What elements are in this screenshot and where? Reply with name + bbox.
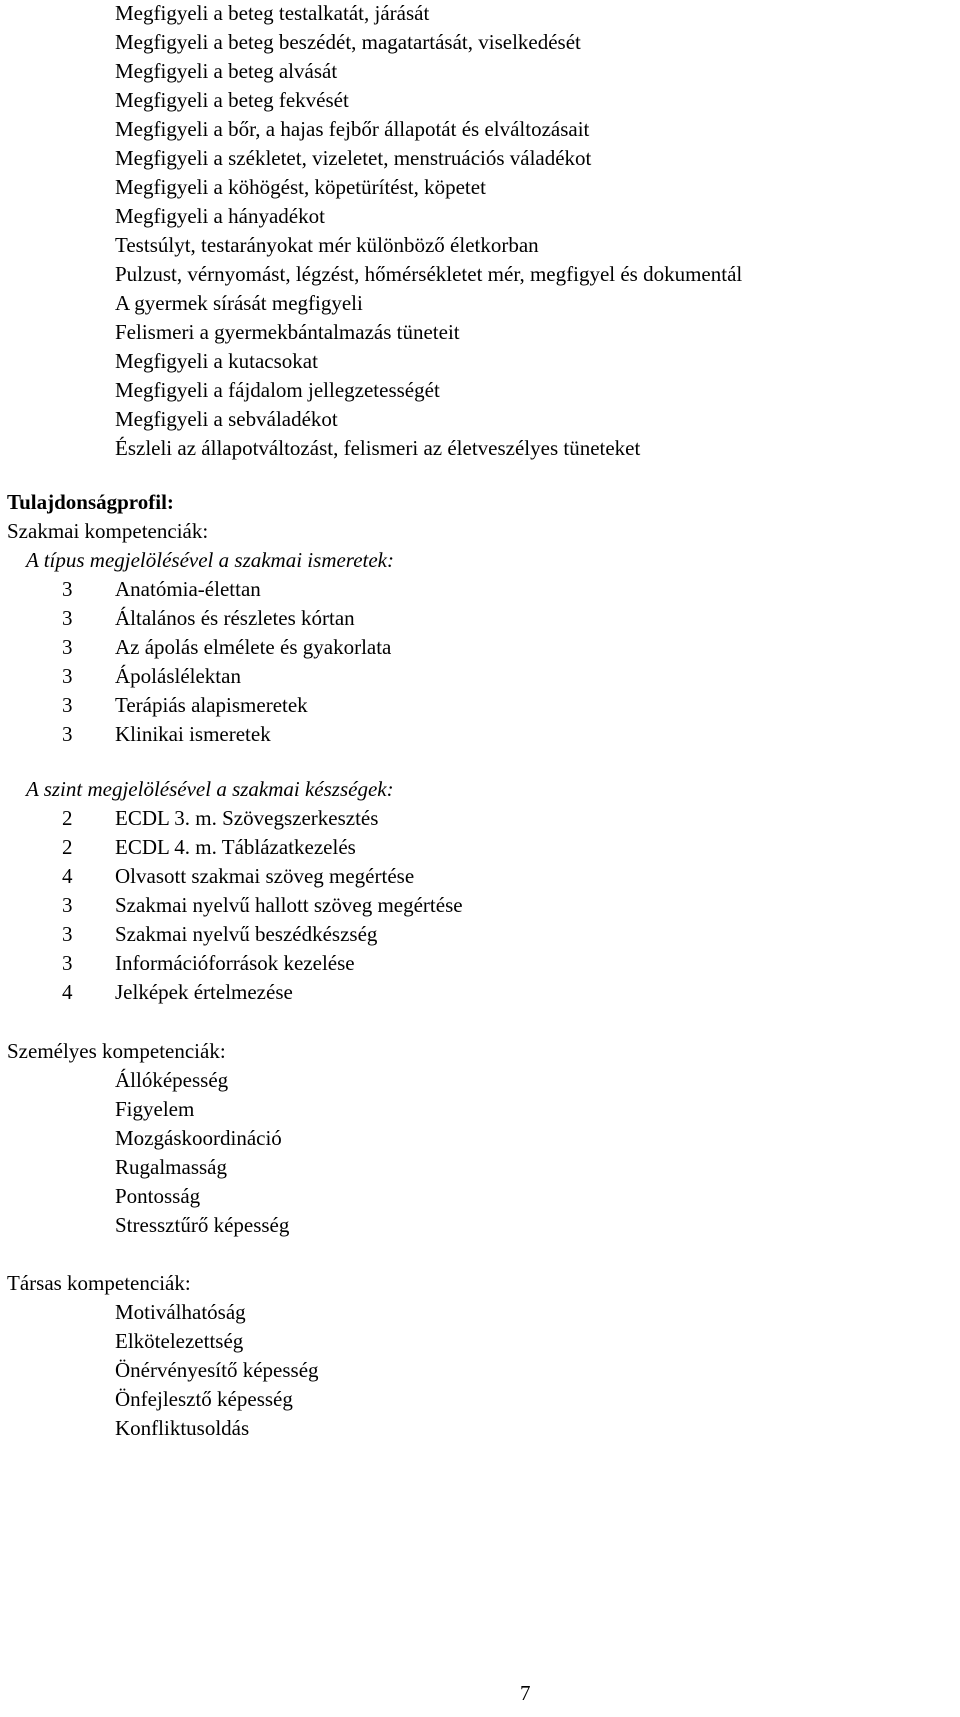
personal-trait: Mozgáskoordináció bbox=[115, 1126, 282, 1150]
knowledge-item: Általános és részletes kórtan bbox=[115, 606, 355, 630]
task-item: Megfigyeli a beteg beszédét, magatartását, viselkedését bbox=[115, 30, 581, 54]
personal-trait: Stressztűrő képesség bbox=[115, 1213, 290, 1237]
social-trait: Konfliktusoldás bbox=[115, 1416, 250, 1440]
skill-row bbox=[0, 834, 900, 860]
skill-row bbox=[0, 979, 900, 1005]
personal-competencies-label: Személyes kompetenciák: bbox=[7, 1039, 226, 1063]
level-value: 3 bbox=[62, 893, 73, 917]
level-value: 4 bbox=[62, 864, 73, 888]
knowledge-row bbox=[0, 663, 900, 689]
task-item: Megfigyeli a beteg testalkatát, járását bbox=[115, 1, 430, 25]
level-value: 3 bbox=[62, 722, 73, 746]
knowledge-row bbox=[0, 692, 900, 718]
level-value: 4 bbox=[62, 980, 73, 1004]
skill-item: Jelképek értelmezése bbox=[115, 980, 293, 1004]
skill-row bbox=[0, 805, 900, 831]
task-item: Megfigyeli a sebváladékot bbox=[115, 407, 338, 431]
skill-row bbox=[0, 921, 900, 947]
personal-trait: Figyelem bbox=[115, 1097, 195, 1121]
level-value: 3 bbox=[62, 577, 73, 601]
task-item: Megfigyeli a székletet, vizeletet, menstruációs váladékot bbox=[115, 146, 592, 170]
task-item: Megfigyeli a köhögést, köpetürítést, köpetet bbox=[115, 175, 486, 199]
skill-row bbox=[0, 950, 900, 976]
personal-trait: Pontosság bbox=[115, 1184, 201, 1208]
task-item: Megfigyeli a beteg alvását bbox=[115, 59, 338, 83]
page-number: 7 bbox=[520, 1681, 531, 1705]
knowledge-row bbox=[0, 721, 900, 747]
knowledge-item: Ápoláslélektan bbox=[115, 664, 241, 688]
skill-item: Olvasott szakmai szöveg megértése bbox=[115, 864, 415, 888]
skill-item: Szakmai nyelvű beszédkészség bbox=[115, 922, 378, 946]
level-value: 3 bbox=[62, 951, 73, 975]
knowledge-item: Terápiás alapismeretek bbox=[115, 693, 308, 717]
skills-label: A szint megjelölésével a szakmai készségek: bbox=[26, 777, 394, 801]
knowledge-row bbox=[0, 576, 900, 602]
professional-competencies-label: Szakmai kompetenciák: bbox=[7, 519, 209, 543]
knowledge-row bbox=[0, 634, 900, 660]
knowledge-item: Klinikai ismeretek bbox=[115, 722, 271, 746]
task-item: Megfigyeli a fájdalom jellegzetességét bbox=[115, 378, 440, 402]
task-item: Észleli az állapotváltozást, felismeri az életveszélyes tüneteket bbox=[115, 436, 641, 460]
personal-trait: Állóképesség bbox=[115, 1068, 229, 1092]
task-item: Felismeri a gyermekbántalmazás tüneteit bbox=[115, 320, 460, 344]
level-value: 3 bbox=[62, 606, 73, 630]
skill-item: ECDL 3. m. Szövegszerkesztés bbox=[115, 806, 379, 830]
social-trait: Elkötelezettség bbox=[115, 1329, 244, 1353]
social-trait: Motiválhatóság bbox=[115, 1300, 246, 1324]
knowledge-row bbox=[0, 605, 900, 631]
social-competencies-label: Társas kompetenciák: bbox=[7, 1271, 191, 1295]
knowledge-item: Az ápolás elmélete és gyakorlata bbox=[115, 635, 392, 659]
task-item: Pulzust, vérnyomást, légzést, hőmérsékletet mér, megfigyel és dokumentál bbox=[115, 262, 743, 286]
level-value: 3 bbox=[62, 664, 73, 688]
level-value: 3 bbox=[62, 693, 73, 717]
skill-item: Szakmai nyelvű hallott szöveg megértése bbox=[115, 893, 463, 917]
level-value: 2 bbox=[62, 806, 73, 830]
task-item: Megfigyeli a kutacsokat bbox=[115, 349, 318, 373]
level-value: 2 bbox=[62, 835, 73, 859]
level-value: 3 bbox=[62, 922, 73, 946]
social-trait: Önfejlesztő képesség bbox=[115, 1387, 293, 1411]
task-item: Megfigyeli a bőr, a hajas fejbőr állapotát és elváltozásait bbox=[115, 117, 590, 141]
knowledge-label: A típus megjelölésével a szakmai ismeretek: bbox=[26, 548, 394, 572]
social-trait: Önérvényesítő képesség bbox=[115, 1358, 319, 1382]
personal-trait: Rugalmasság bbox=[115, 1155, 227, 1179]
skill-item: ECDL 4. m. Táblázatkezelés bbox=[115, 835, 356, 859]
skill-item: Információforrások kezelése bbox=[115, 951, 355, 975]
knowledge-item: Anatómia-élettan bbox=[115, 577, 261, 601]
skill-row bbox=[0, 863, 900, 889]
task-item: Testsúlyt, testarányokat mér különböző életkorban bbox=[115, 233, 539, 257]
task-item: A gyermek sírását megfigyeli bbox=[115, 291, 363, 315]
skill-row bbox=[0, 892, 900, 918]
task-item: Megfigyeli a hányadékot bbox=[115, 204, 325, 228]
profile-heading: Tulajdonságprofil: bbox=[7, 490, 174, 514]
level-value: 3 bbox=[62, 635, 73, 659]
task-item: Megfigyeli a beteg fekvését bbox=[115, 88, 349, 112]
